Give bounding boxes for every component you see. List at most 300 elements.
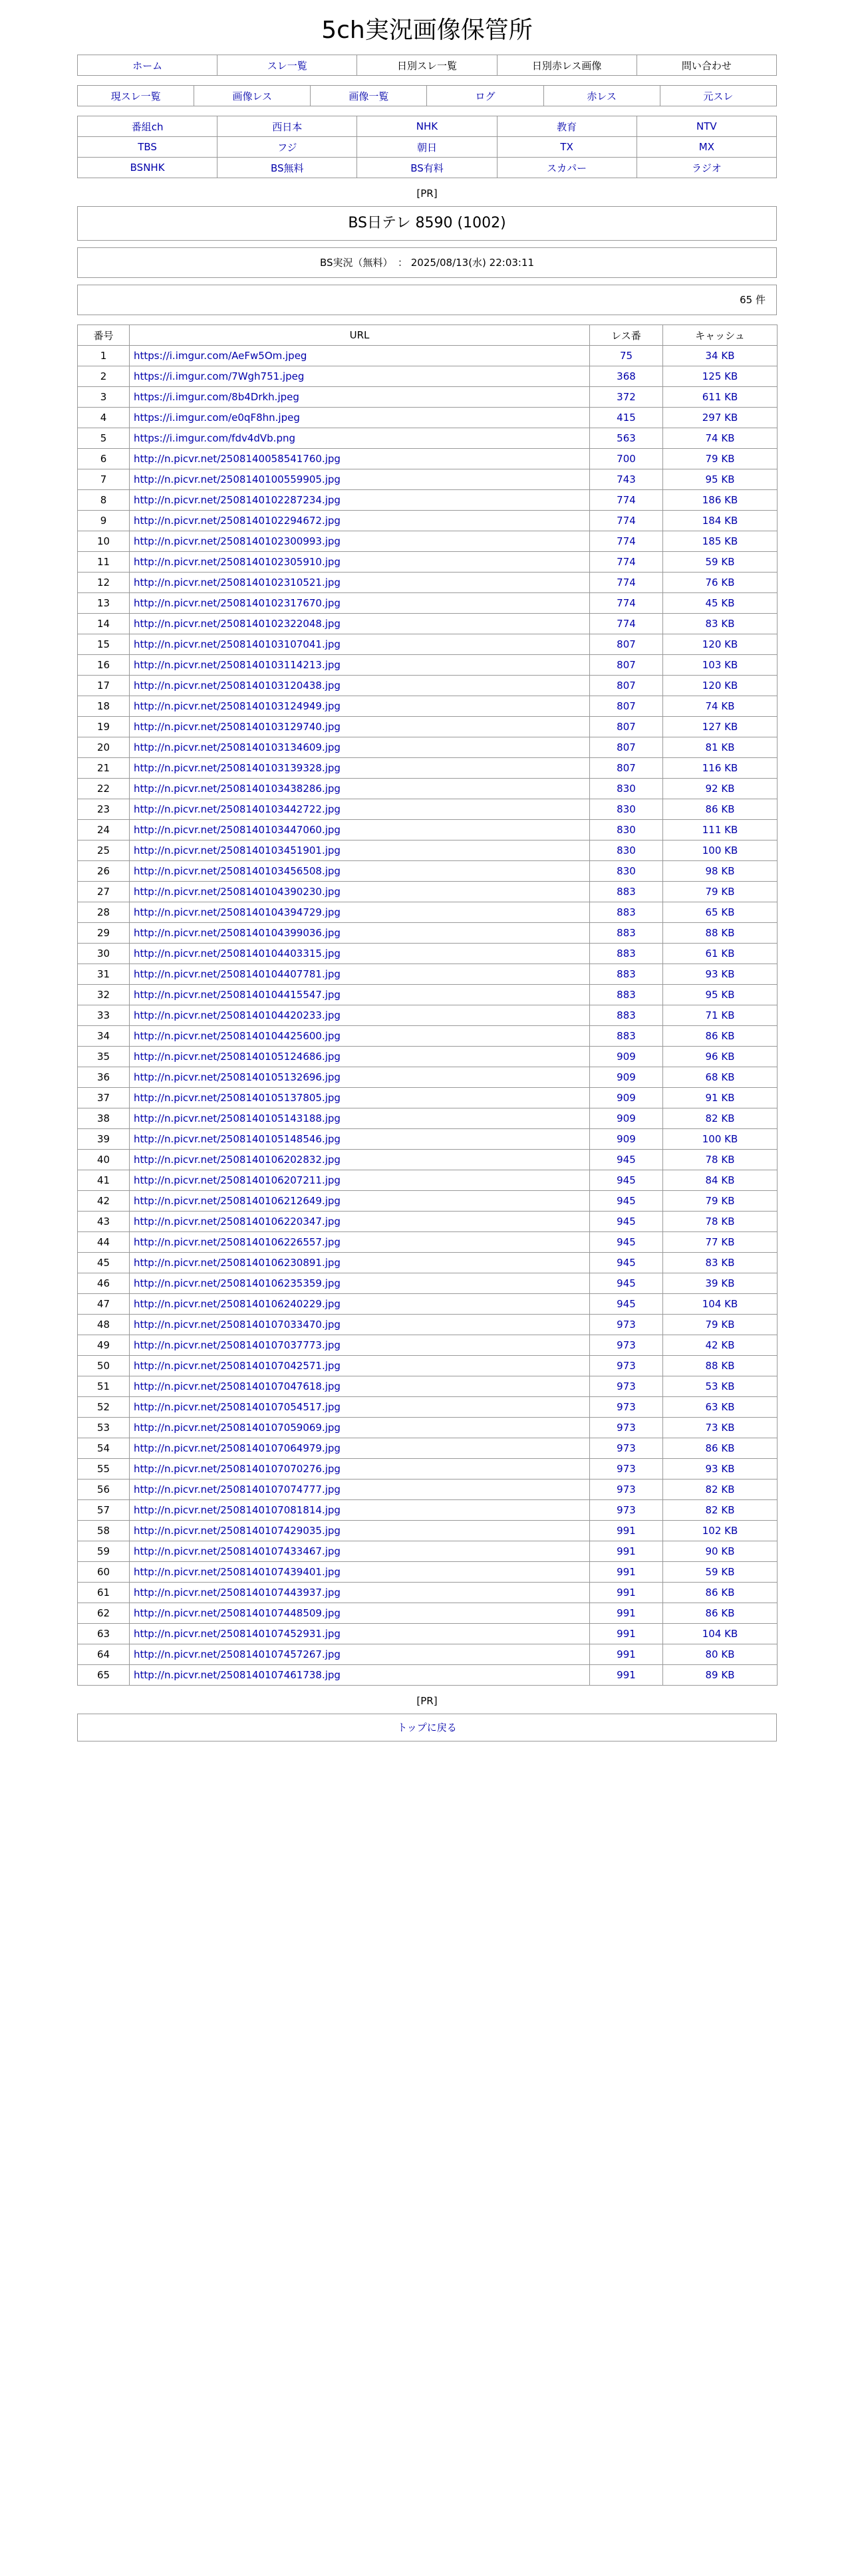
cache-link[interactable]: 81 KB xyxy=(705,741,735,753)
image-url-link[interactable]: http://n.picvr.net/2508140106226557.jpg xyxy=(134,1236,341,1248)
image-url-link[interactable]: http://n.picvr.net/2508140106230891.jpg xyxy=(134,1257,341,1269)
res-number-link[interactable]: 830 xyxy=(617,844,636,856)
row-number: 31 xyxy=(78,964,130,985)
res-number-link[interactable]: 909 xyxy=(617,1051,636,1063)
image-url-link[interactable]: https://i.imgur.com/e0qF8hn.jpeg xyxy=(134,412,300,424)
cache-link[interactable]: 88 KB xyxy=(705,927,735,939)
table-row xyxy=(78,1397,778,1418)
nav-sub-item-1[interactable] xyxy=(194,86,311,106)
res-number-link[interactable]: 909 xyxy=(617,1092,636,1104)
res-number-link[interactable]: 883 xyxy=(617,948,636,960)
cache-link[interactable]: 42 KB xyxy=(705,1339,735,1351)
row-cache-cell xyxy=(663,1644,778,1665)
image-url-link[interactable]: http://n.picvr.net/2508140103139328.jpg xyxy=(134,762,341,774)
board-nav-link[interactable]: 番組ch xyxy=(131,120,164,133)
image-url-link[interactable]: http://n.picvr.net/2508140102322048.jpg xyxy=(134,618,341,630)
row-res-cell xyxy=(590,634,663,655)
board-nav-item[interactable] xyxy=(78,137,217,158)
image-url-link[interactable]: http://n.picvr.net/2508140102305910.jpg xyxy=(134,556,341,568)
res-number-link[interactable]: 883 xyxy=(617,1030,636,1042)
row-url-cell xyxy=(130,985,590,1005)
image-url-link[interactable]: http://n.picvr.net/2508140107047618.jpg xyxy=(134,1380,341,1392)
image-url-link[interactable]: http://n.picvr.net/2508140103129740.jpg xyxy=(134,721,341,733)
row-number: 19 xyxy=(78,717,130,737)
cache-link[interactable]: 86 KB xyxy=(705,803,735,815)
res-number-link[interactable]: 991 xyxy=(617,1566,636,1578)
image-url-link[interactable]: http://n.picvr.net/2508140104390230.jpg xyxy=(134,886,341,898)
image-url-link[interactable]: http://n.picvr.net/2508140107452931.jpg xyxy=(134,1628,341,1640)
image-url-link[interactable]: http://n.picvr.net/2508140107433467.jpg xyxy=(134,1545,341,1557)
res-number-link[interactable]: 807 xyxy=(617,638,636,650)
res-number-link[interactable]: 830 xyxy=(617,865,636,877)
nav-sub-item-0[interactable] xyxy=(78,86,194,106)
row-res-cell xyxy=(590,985,663,1005)
cache-link[interactable]: 79 KB xyxy=(705,1195,735,1207)
res-number-link[interactable]: 991 xyxy=(617,1545,636,1557)
image-url-link[interactable]: http://n.picvr.net/2508140107070276.jpg xyxy=(134,1463,341,1475)
table-row xyxy=(78,882,778,902)
row-url-cell xyxy=(130,552,590,573)
cache-link[interactable]: 83 KB xyxy=(705,1257,735,1269)
cache-link[interactable]: 93 KB xyxy=(705,1463,735,1475)
row-number: 43 xyxy=(78,1212,130,1232)
cache-link[interactable]: 86 KB xyxy=(705,1607,735,1619)
image-url-link[interactable]: http://n.picvr.net/2508140107443937.jpg xyxy=(134,1587,341,1599)
res-number-link[interactable]: 807 xyxy=(617,700,636,712)
nav-sub-item-3[interactable] xyxy=(427,86,543,106)
row-url-cell xyxy=(130,1191,590,1212)
res-number-link[interactable]: 415 xyxy=(617,412,636,424)
res-number-link[interactable]: 945 xyxy=(617,1236,636,1248)
board-nav-link[interactable]: 朝日 xyxy=(416,141,437,154)
cache-link[interactable]: 76 KB xyxy=(705,577,735,588)
row-res-cell xyxy=(590,737,663,758)
res-number-link[interactable]: 991 xyxy=(617,1648,636,1660)
cache-link[interactable]: 185 KB xyxy=(702,535,738,547)
image-url-link[interactable]: http://n.picvr.net/2508140107081814.jpg xyxy=(134,1504,341,1516)
row-res-cell xyxy=(590,1150,663,1170)
cache-link[interactable]: 65 KB xyxy=(705,906,735,918)
table-row xyxy=(78,902,778,923)
image-url-link[interactable]: http://n.picvr.net/2508140103442722.jpg xyxy=(134,803,341,815)
res-number-link[interactable]: 75 xyxy=(619,350,633,362)
row-cache-cell xyxy=(663,676,778,696)
cache-link[interactable]: 127 KB xyxy=(702,721,738,733)
res-number-link[interactable]: 973 xyxy=(617,1319,636,1331)
row-cache-cell xyxy=(663,573,778,593)
res-number-link[interactable]: 945 xyxy=(617,1154,636,1166)
image-url-link[interactable]: http://n.picvr.net/2508140107042571.jpg xyxy=(134,1360,341,1372)
image-url-link[interactable]: http://n.picvr.net/2508140102310521.jpg xyxy=(134,577,341,588)
nav-main-item-1[interactable] xyxy=(217,55,357,76)
board-nav-item[interactable] xyxy=(357,116,497,137)
res-number-link[interactable]: 774 xyxy=(617,515,636,527)
image-url-link[interactable]: http://n.picvr.net/2508140105137805.jpg xyxy=(134,1092,341,1104)
image-url-link[interactable]: http://n.picvr.net/2508140104403315.jpg xyxy=(134,948,341,960)
cache-link[interactable]: 96 KB xyxy=(705,1051,735,1063)
image-url-link[interactable]: http://n.picvr.net/2508140058541760.jpg xyxy=(134,453,341,465)
nav-main-item-1-link[interactable]: スレ一覧 xyxy=(267,59,307,72)
board-nav-link[interactable]: MX xyxy=(698,141,714,153)
cache-link[interactable]: 86 KB xyxy=(705,1030,735,1042)
board-nav-link[interactable]: BSNHK xyxy=(130,162,165,174)
pr-bottom[interactable]: [PR] xyxy=(416,1695,438,1707)
board-nav-link[interactable]: フジ xyxy=(277,141,297,154)
image-url-link[interactable]: http://n.picvr.net/2508140103447060.jpg xyxy=(134,824,341,836)
image-url-link[interactable]: http://n.picvr.net/2508140106212649.jpg xyxy=(134,1195,341,1207)
res-number-link[interactable]: 807 xyxy=(617,721,636,733)
table-row xyxy=(78,1294,778,1315)
cache-link[interactable]: 82 KB xyxy=(705,1112,735,1124)
res-number-link[interactable]: 973 xyxy=(617,1442,636,1454)
image-url-link[interactable]: http://n.picvr.net/2508140102300993.jpg xyxy=(134,535,341,547)
cache-link[interactable]: 82 KB xyxy=(705,1483,735,1495)
site-title: 5ch実況画像保管所 xyxy=(321,17,533,44)
cache-link[interactable]: 45 KB xyxy=(705,597,735,609)
image-url-link[interactable]: http://n.picvr.net/2508140107054517.jpg xyxy=(134,1401,341,1413)
res-number-link[interactable]: 991 xyxy=(617,1525,636,1537)
row-url-cell xyxy=(130,1253,590,1273)
image-url-link[interactable]: https://i.imgur.com/7Wgh751.jpeg xyxy=(134,370,305,382)
image-url-link[interactable]: http://n.picvr.net/2508140103451901.jpg xyxy=(134,844,341,856)
header-cache: キャッシュ xyxy=(663,325,778,346)
nav-main-item-0-link[interactable]: ホーム xyxy=(132,59,163,72)
row-res-cell xyxy=(590,758,663,779)
res-number-link[interactable]: 991 xyxy=(617,1628,636,1640)
res-number-link[interactable]: 883 xyxy=(617,1009,636,1021)
cache-link[interactable]: 98 KB xyxy=(705,865,735,877)
board-nav-item[interactable] xyxy=(637,158,776,178)
board-nav-link[interactable]: スカパー xyxy=(547,162,587,174)
image-url-link[interactable]: http://n.picvr.net/2508140106235359.jpg xyxy=(134,1277,341,1289)
res-number-link[interactable]: 830 xyxy=(617,783,636,795)
row-res-cell xyxy=(590,944,663,964)
res-number-link[interactable]: 883 xyxy=(617,968,636,980)
image-url-link[interactable]: http://n.picvr.net/2508140103124949.jpg xyxy=(134,700,341,712)
image-url-link[interactable]: http://n.picvr.net/2508140106207211.jpg xyxy=(134,1174,341,1186)
cache-link[interactable]: 78 KB xyxy=(705,1216,735,1227)
row-res-cell xyxy=(590,1397,663,1418)
cache-link[interactable]: 92 KB xyxy=(705,783,735,795)
cache-link[interactable]: 86 KB xyxy=(705,1442,735,1454)
cache-link[interactable]: 86 KB xyxy=(705,1587,735,1599)
res-number-link[interactable]: 700 xyxy=(617,453,636,465)
res-number-link[interactable]: 774 xyxy=(617,597,636,609)
cache-link[interactable]: 53 KB xyxy=(705,1380,735,1392)
res-number-link[interactable]: 807 xyxy=(617,741,636,753)
back-to-top-link[interactable]: トップに戻る xyxy=(397,1722,457,1734)
image-url-link[interactable]: http://n.picvr.net/2508140104415547.jpg xyxy=(134,989,341,1001)
image-url-link[interactable]: http://n.picvr.net/2508140103120438.jpg xyxy=(134,680,341,692)
board-nav xyxy=(77,116,777,178)
table-row xyxy=(78,531,778,552)
res-number-link[interactable]: 991 xyxy=(617,1669,636,1681)
image-url-link[interactable]: https://i.imgur.com/AeFw5Om.jpeg xyxy=(134,350,307,362)
res-number-link[interactable]: 368 xyxy=(617,370,636,382)
cache-link[interactable]: 297 KB xyxy=(702,412,738,424)
image-url-link[interactable]: http://n.picvr.net/2508140107074777.jpg xyxy=(134,1483,341,1495)
res-number-link[interactable]: 774 xyxy=(617,577,636,588)
thread-title: BS日テレ 8590 (1002) xyxy=(77,206,777,241)
res-number-link[interactable]: 973 xyxy=(617,1380,636,1392)
res-number-link[interactable]: 883 xyxy=(617,886,636,898)
image-url-link[interactable]: http://n.picvr.net/2508140104394729.jpg xyxy=(134,906,341,918)
res-number-link[interactable]: 945 xyxy=(617,1277,636,1289)
cache-link[interactable]: 104 KB xyxy=(702,1298,738,1310)
res-number-link[interactable]: 909 xyxy=(617,1133,636,1145)
table-row xyxy=(78,1150,778,1170)
row-res-cell xyxy=(590,346,663,366)
res-number-link[interactable]: 774 xyxy=(617,556,636,568)
row-number: 61 xyxy=(78,1583,130,1603)
table-row xyxy=(78,799,778,820)
row-cache-cell xyxy=(663,1583,778,1603)
res-number-link[interactable]: 807 xyxy=(617,659,636,671)
image-url-link[interactable]: http://n.picvr.net/2508140103114213.jpg xyxy=(134,659,341,671)
res-number-link[interactable]: 774 xyxy=(617,618,636,630)
board-nav-item[interactable] xyxy=(217,116,357,137)
image-url-link[interactable]: http://n.picvr.net/2508140105124686.jpg xyxy=(134,1051,341,1063)
nav-main-item-2: 日別スレ一覧 xyxy=(357,55,497,76)
cache-link[interactable]: 120 KB xyxy=(702,638,738,650)
cache-link[interactable]: 116 KB xyxy=(702,762,738,774)
board-nav-item[interactable] xyxy=(497,137,637,158)
cache-link[interactable]: 186 KB xyxy=(702,494,738,506)
cache-link[interactable]: 90 KB xyxy=(705,1545,735,1557)
row-res-cell xyxy=(590,964,663,985)
cache-link[interactable]: 63 KB xyxy=(705,1401,735,1413)
cache-link[interactable]: 93 KB xyxy=(705,968,735,980)
cache-link[interactable]: 103 KB xyxy=(702,659,738,671)
row-cache-cell xyxy=(663,923,778,944)
pr-top[interactable]: [PR] xyxy=(416,188,438,199)
cache-link[interactable]: 73 KB xyxy=(705,1422,735,1434)
cache-link[interactable]: 184 KB xyxy=(702,515,738,527)
res-number-link[interactable]: 973 xyxy=(617,1360,636,1372)
res-number-link[interactable]: 973 xyxy=(617,1422,636,1434)
board-nav-item[interactable] xyxy=(78,116,217,137)
res-number-link[interactable]: 973 xyxy=(617,1504,636,1516)
nav-sub-item-2[interactable] xyxy=(311,86,427,106)
cache-link[interactable]: 78 KB xyxy=(705,1154,735,1166)
cache-link[interactable]: 611 KB xyxy=(702,391,738,403)
row-number: 32 xyxy=(78,985,130,1005)
cache-link[interactable]: 79 KB xyxy=(705,453,735,465)
res-number-link[interactable]: 883 xyxy=(617,989,636,1001)
nav-sub-item-4-link[interactable]: 赤レス xyxy=(587,90,617,102)
image-url-link[interactable]: http://n.picvr.net/2508140104399036.jpg xyxy=(134,927,341,939)
image-url-link[interactable]: http://n.picvr.net/2508140105132696.jpg xyxy=(134,1071,341,1083)
image-url-link[interactable]: http://n.picvr.net/2508140107461738.jpg xyxy=(134,1669,341,1681)
image-url-link[interactable]: http://n.picvr.net/2508140106220347.jpg xyxy=(134,1216,341,1227)
nav-sub-item-2-link[interactable]: 画像一覧 xyxy=(349,90,389,102)
res-number-link[interactable]: 945 xyxy=(617,1257,636,1269)
table-row xyxy=(78,1500,778,1521)
cache-link[interactable]: 74 KB xyxy=(705,432,735,444)
res-number-link[interactable]: 883 xyxy=(617,906,636,918)
cache-link[interactable]: 39 KB xyxy=(705,1277,735,1289)
image-url-link[interactable]: http://n.picvr.net/2508140107037773.jpg xyxy=(134,1339,341,1351)
row-number: 21 xyxy=(78,758,130,779)
image-url-link[interactable]: http://n.picvr.net/2508140103456508.jpg xyxy=(134,865,341,877)
row-res-cell xyxy=(590,655,663,676)
res-number-link[interactable]: 774 xyxy=(617,494,636,506)
res-number-link[interactable]: 973 xyxy=(617,1339,636,1351)
cache-link[interactable]: 88 KB xyxy=(705,1360,735,1372)
nav-sub-item-5[interactable] xyxy=(660,86,776,106)
cache-link[interactable]: 84 KB xyxy=(705,1174,735,1186)
board-nav-item[interactable] xyxy=(357,137,497,158)
row-cache-cell xyxy=(663,614,778,634)
cache-link[interactable]: 125 KB xyxy=(702,370,738,382)
cache-link[interactable]: 102 KB xyxy=(702,1525,738,1537)
cache-link[interactable]: 95 KB xyxy=(705,473,735,485)
row-res-cell xyxy=(590,1026,663,1047)
board-nav-item[interactable] xyxy=(497,158,637,178)
image-url-link[interactable]: http://n.picvr.net/2508140106202832.jpg xyxy=(134,1154,341,1166)
res-number-link[interactable]: 909 xyxy=(617,1112,636,1124)
cache-link[interactable]: 68 KB xyxy=(705,1071,735,1083)
board-nav-link[interactable]: TX xyxy=(560,141,573,153)
cache-link[interactable]: 34 KB xyxy=(705,350,735,362)
cache-link[interactable]: 104 KB xyxy=(702,1628,738,1640)
row-res-cell xyxy=(590,511,663,531)
cache-link[interactable]: 59 KB xyxy=(705,556,735,568)
board-nav-item[interactable] xyxy=(357,158,497,178)
nav-sub-item-4[interactable] xyxy=(543,86,660,106)
res-number-link[interactable]: 743 xyxy=(617,473,636,485)
board-nav-link[interactable]: ラジオ xyxy=(691,162,722,174)
image-url-link[interactable]: https://i.imgur.com/fdv4dVb.png xyxy=(134,432,296,444)
image-url-link[interactable]: http://n.picvr.net/2508140104420233.jpg xyxy=(134,1009,341,1021)
res-number-link[interactable]: 945 xyxy=(617,1195,636,1207)
res-number-link[interactable]: 973 xyxy=(617,1401,636,1413)
cache-link[interactable]: 120 KB xyxy=(702,680,738,692)
image-url-link[interactable]: http://n.picvr.net/2508140105143188.jpg xyxy=(134,1112,341,1124)
thread-info: BS実況（無料） ： 2025/08/13(水) 22:03:11 xyxy=(77,247,777,278)
cache-link[interactable]: 79 KB xyxy=(705,1319,735,1331)
row-res-cell xyxy=(590,840,663,861)
board-nav-link[interactable]: NTV xyxy=(696,120,717,132)
board-nav-link[interactable]: 西日本 xyxy=(272,120,303,133)
row-res-cell xyxy=(590,820,663,840)
cache-link[interactable]: 80 KB xyxy=(705,1648,735,1660)
row-res-cell xyxy=(590,552,663,573)
board-nav-item[interactable] xyxy=(217,158,357,178)
res-number-link[interactable]: 807 xyxy=(617,762,636,774)
cache-link[interactable]: 83 KB xyxy=(705,618,735,630)
image-url-link[interactable]: https://i.imgur.com/8b4Drkh.jpeg xyxy=(134,391,299,403)
board-nav-link[interactable]: BS有料 xyxy=(410,162,444,174)
image-url-link[interactable]: http://n.picvr.net/2508140106240229.jpg xyxy=(134,1298,341,1310)
nav-sub-item-5-link[interactable]: 元スレ xyxy=(703,90,734,102)
image-url-link[interactable]: http://n.picvr.net/2508140102287234.jpg xyxy=(134,494,341,506)
nav-sub-item-1-link[interactable]: 画像レス xyxy=(232,90,273,102)
res-number-link[interactable]: 830 xyxy=(617,803,636,815)
image-url-link[interactable]: http://n.picvr.net/2508140102294672.jpg xyxy=(134,515,341,527)
board-nav-link[interactable]: NHK xyxy=(416,120,438,132)
header-number: 番号 xyxy=(78,325,130,346)
nav-sub-item-0-link[interactable]: 現スレ一覧 xyxy=(110,90,161,102)
board-nav-link[interactable]: BS無料 xyxy=(271,162,304,174)
image-url-link[interactable]: http://n.picvr.net/2508140102317670.jpg xyxy=(134,597,341,609)
cache-link[interactable]: 77 KB xyxy=(705,1236,735,1248)
res-number-link[interactable]: 945 xyxy=(617,1298,636,1310)
res-number-link[interactable]: 991 xyxy=(617,1607,636,1619)
table-row xyxy=(78,1253,778,1273)
cache-link[interactable]: 100 KB xyxy=(702,1133,738,1145)
image-url-link[interactable]: http://n.picvr.net/2508140107059069.jpg xyxy=(134,1422,341,1434)
res-number-link[interactable]: 372 xyxy=(617,391,636,403)
cache-link[interactable]: 61 KB xyxy=(705,948,735,960)
board-nav-item[interactable] xyxy=(637,116,776,137)
res-number-link[interactable]: 945 xyxy=(617,1216,636,1227)
row-url-cell xyxy=(130,387,590,408)
cache-link[interactable]: 79 KB xyxy=(705,886,735,898)
image-url-link[interactable]: http://n.picvr.net/2508140105148546.jpg xyxy=(134,1133,341,1145)
cache-link[interactable]: 71 KB xyxy=(705,1009,735,1021)
res-number-link[interactable]: 973 xyxy=(617,1483,636,1495)
res-number-link[interactable]: 883 xyxy=(617,927,636,939)
res-number-link[interactable]: 830 xyxy=(617,824,636,836)
nav-sub-item-3-link[interactable]: ログ xyxy=(475,90,496,102)
board-nav-link[interactable]: 教育 xyxy=(557,120,577,133)
res-number-link[interactable]: 909 xyxy=(617,1071,636,1083)
cache-link[interactable]: 89 KB xyxy=(705,1669,735,1681)
row-res-cell xyxy=(590,1273,663,1294)
cache-link[interactable]: 111 KB xyxy=(702,824,738,836)
board-nav-item[interactable] xyxy=(78,158,217,178)
image-url-link[interactable]: http://n.picvr.net/2508140107064979.jpg xyxy=(134,1442,341,1454)
res-number-link[interactable]: 945 xyxy=(617,1174,636,1186)
cache-link[interactable]: 74 KB xyxy=(705,700,735,712)
image-url-link[interactable]: http://n.picvr.net/2508140100559905.jpg xyxy=(134,473,341,485)
table-row xyxy=(78,346,778,366)
cache-link[interactable]: 95 KB xyxy=(705,989,735,1001)
row-url-cell xyxy=(130,1067,590,1088)
cache-link[interactable]: 82 KB xyxy=(705,1504,735,1516)
cache-link[interactable]: 100 KB xyxy=(702,844,738,856)
res-number-link[interactable]: 991 xyxy=(617,1587,636,1599)
board-nav-item[interactable] xyxy=(637,137,776,158)
board-nav-link[interactable]: TBS xyxy=(138,141,157,153)
res-number-link[interactable]: 973 xyxy=(617,1463,636,1475)
row-res-cell xyxy=(590,1108,663,1129)
image-url-link[interactable]: http://n.picvr.net/2508140107429035.jpg xyxy=(134,1525,341,1537)
image-url-link[interactable]: http://n.picvr.net/2508140107457267.jpg xyxy=(134,1648,341,1660)
table-row xyxy=(78,1170,778,1191)
board-nav-item[interactable] xyxy=(217,137,357,158)
row-res-cell xyxy=(590,1067,663,1088)
header-res-number: レス番 xyxy=(590,325,663,346)
nav-main-item-0[interactable] xyxy=(78,55,217,76)
image-url-link[interactable]: http://n.picvr.net/2508140103438286.jpg xyxy=(134,783,341,795)
res-number-link[interactable]: 807 xyxy=(617,680,636,692)
image-url-link[interactable]: http://n.picvr.net/2508140104425600.jpg xyxy=(134,1030,341,1042)
res-number-link[interactable]: 774 xyxy=(617,535,636,547)
image-url-link[interactable]: http://n.picvr.net/2508140103107041.jpg xyxy=(134,638,341,650)
image-url-link[interactable]: http://n.picvr.net/2508140104407781.jpg xyxy=(134,968,341,980)
image-url-link[interactable]: http://n.picvr.net/2508140107448509.jpg xyxy=(134,1607,341,1619)
image-url-link[interactable]: http://n.picvr.net/2508140103134609.jpg xyxy=(134,741,341,753)
image-url-link[interactable]: http://n.picvr.net/2508140107033470.jpg xyxy=(134,1319,341,1331)
image-url-link[interactable]: http://n.picvr.net/2508140107439401.jpg xyxy=(134,1566,341,1578)
back-to-top[interactable] xyxy=(77,1714,777,1741)
board-nav-item[interactable] xyxy=(497,116,637,137)
cache-link[interactable]: 91 KB xyxy=(705,1092,735,1104)
cache-link[interactable]: 59 KB xyxy=(705,1566,735,1578)
res-number-link[interactable]: 563 xyxy=(617,432,636,444)
